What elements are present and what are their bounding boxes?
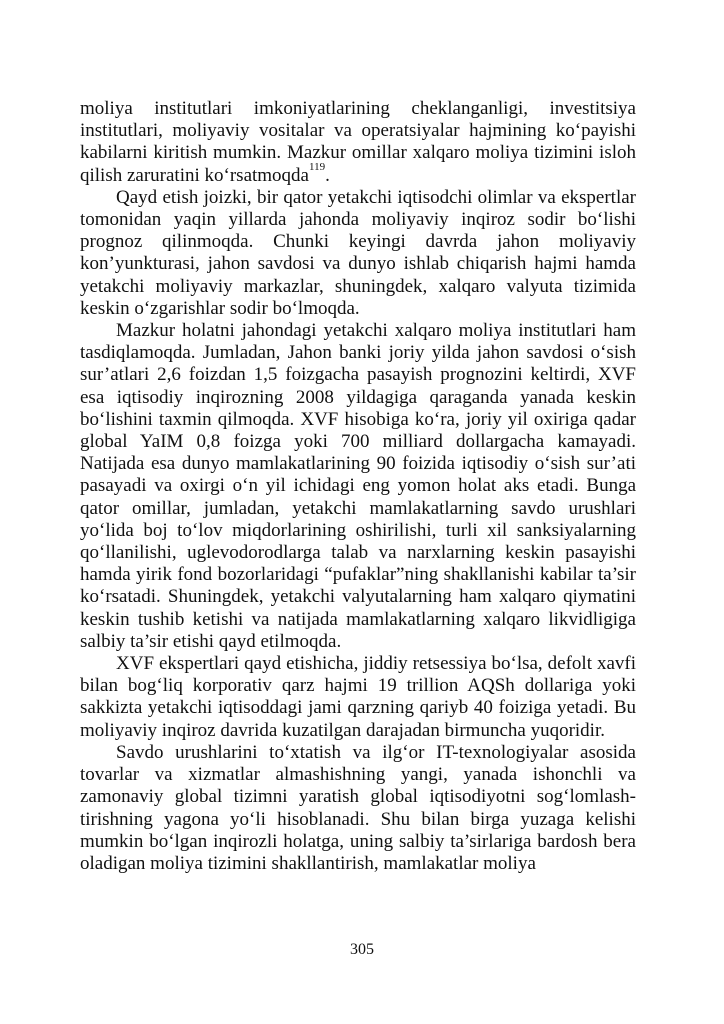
page-body: [80, 98, 636, 875]
paragraph-continuation: [80, 98, 636, 187]
paragraph: XVF ekspertlari qayd etishicha, jiddiy retsessiya bo‘lsa, defolt xavfi bilan bog‘liq korporativ qarz hajmi 19 trillion AQSh dollariga yoki sakkizta yetakchi iqtisoddagi jami qarzning qariyb 40 foiziga yetadi. Bu moliyaviy inqiroz davrida kuzatilgan darajadan birmuncha yuqoridir.: [80, 653, 636, 741]
paragraph: Savdo urushlarini to‘xtatish va ilg‘or IT-texnologiyalar asosida tovarlar va xizmatlar almashishning yangi, yanada ishonchli va zamonaviy global tizimni yaratish global iqtisodiyotni sog‘lomlash-tirishning yagona yo‘li hisoblanadi. Shu bilan birga yuzaga kelishi mumkin bo‘lgan inqirozli holatga, uning salbiy ta’sirlariga bardosh bera oladigan moliya tizimini shakllantirish, mamlakatlar moliya: [80, 741, 636, 874]
paragraph: Mazkur holatni jahondagi yetakchi xalqaro moliya institutlari ham tasdiqlamoqda. Jumladan, Jahon banki joriy yilda jahon savdosi o‘sish sur’atlari 2,6 foizdan 1,5 foizgacha pasayish prognozini keltirdi, XVF esa iqtisodiy inqirozning 2008 yildagiga qaraganda yanada keskin bo‘lishini taxmin qilmoqda. XVF hisobiga ko‘ra, joriy yil oxiriga qadar global YaIM 0,8 foizga yoki 700 milliard dollargacha kamayadi. Natijada esa dunyo mamlakatlarining 90 foizida iqtisodiy o‘sish sur’ati pasayadi va oxirgi o‘n yil ichidagi eng yomon holat aks etadi. Bunga qator omillar, jumladan, yetakchi mamlakatlarning savdo urushlari yo‘lida boj to‘lov miqdorlarining oshirilishi, turli xil sanksiyalarning qo‘llanilishi, uglevodorodlarga talab va narxlarning keskin pasayishi hamda yirik fond bozorlaridagi “pufaklar”ning shakllanishi kabilar ta’sir ko‘rsatadi. Shuningdek, yetakchi valyutalarning ham xalqaro qiymatini keskin tushib ketishi va natijada mamlakatlarning xalqaro likvidligiga salbiy ta’sir etishi qayd etilmoqda.: [80, 320, 636, 652]
footnote-reference[interactable]: 119: [309, 161, 326, 174]
page-number: 305: [350, 941, 374, 958]
paragraph-text: moliya institutlari imkoniyatlarining cheklanganligi, investitsiya institutlari, moliyaviy vositalar va operatsiyalar hajmining ko‘payishi kabilarni kiritish mumkin. Mazkur omillar xalqaro moliya tizimini isloh qilish zaruratini ko‘rsatmoqda: [80, 98, 636, 186]
paragraph-tail: .: [325, 164, 330, 186]
paragraph: Qayd etish joizki, bir qator yetakchi iqtisodchi olimlar va ekspertlar tomonidan yaqin yillarda jahonda moliyaviy inqiroz sodir bo‘lishi prognoz qilinmoqda. Chunki keyingi davrda jahon moliyaviy kon’yunkturasi, jahon savdosi va dunyo ishlab chiqarish hajmi hamda yetakchi moliyaviy markazlar, shuningdek, xalqaro valyuta tizimida keskin o‘zgarishlar sodir bo‘lmoqda.: [80, 186, 636, 319]
